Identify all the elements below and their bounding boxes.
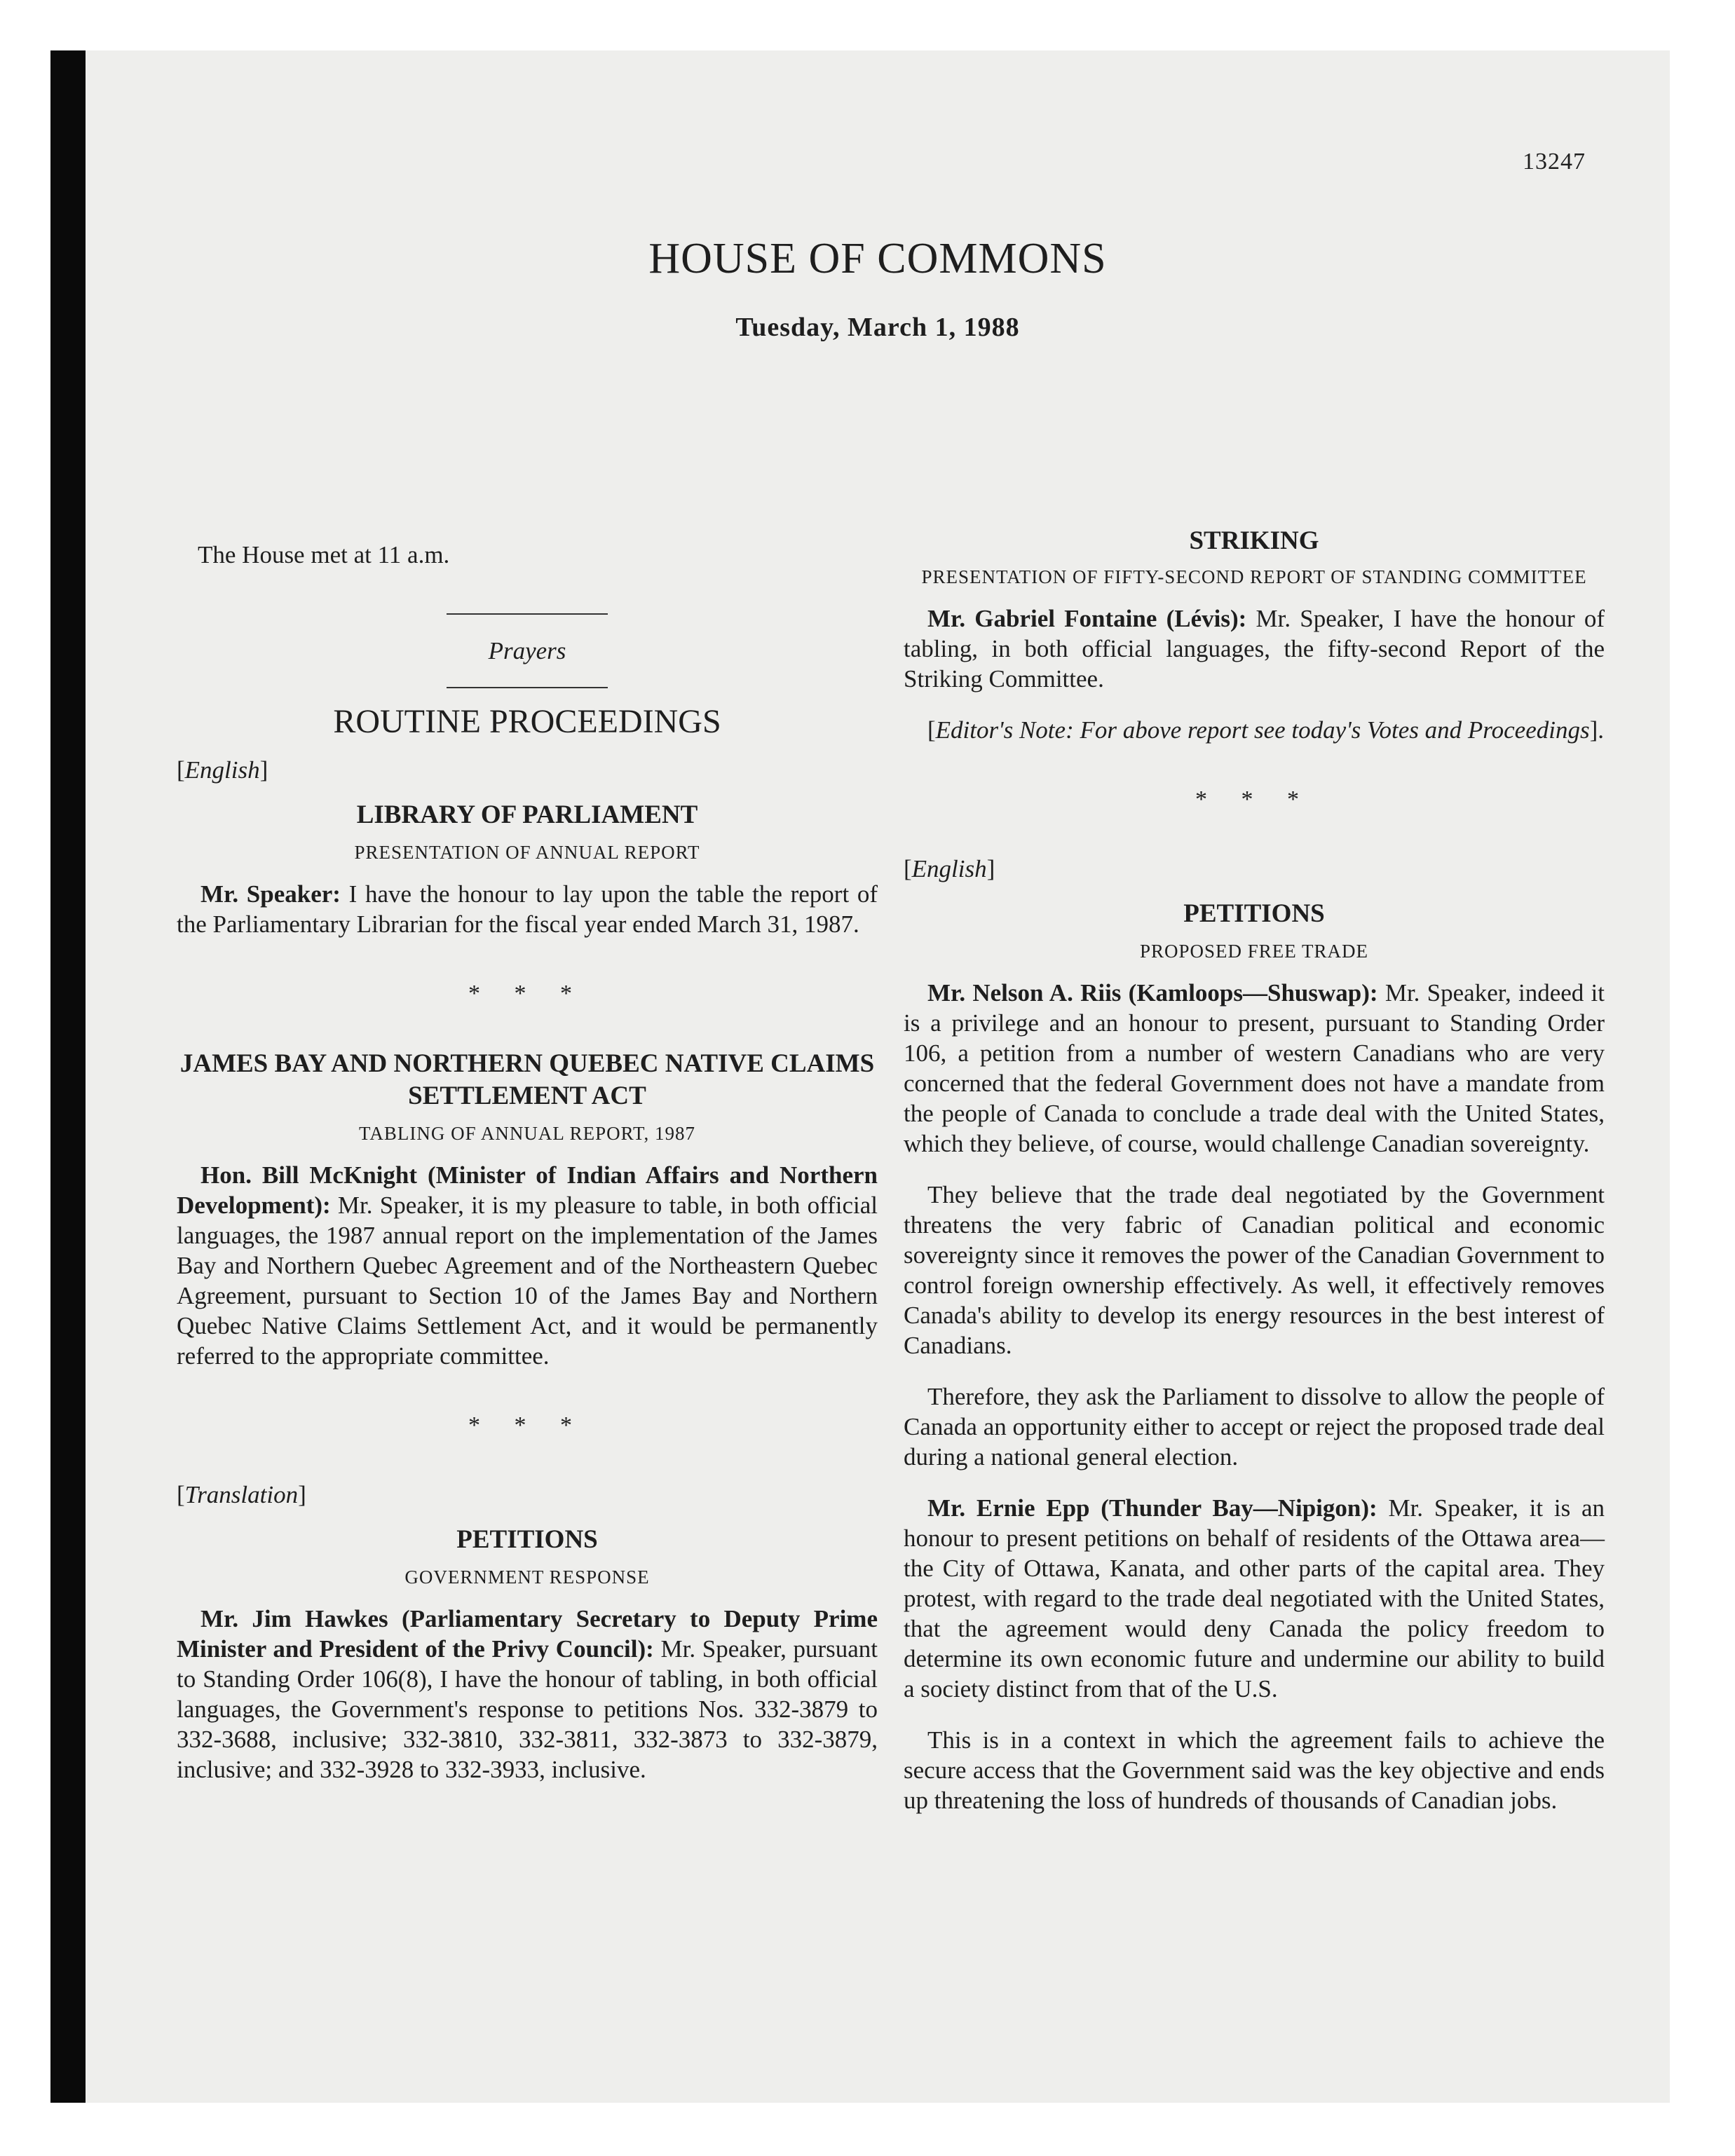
section-separator: * * * — [468, 1412, 586, 1438]
government-response-paragraph — [177, 1604, 878, 1785]
speaker-name: Mr. Ernie Epp (Thunder Bay—Nipigon): — [927, 1494, 1377, 1522]
language-marker-text: Translation — [184, 1481, 299, 1508]
editors-note-text: Editor's Note: For above report see today's Votes and Proceedings — [935, 716, 1590, 744]
petitions-heading: PETITIONS — [1183, 899, 1325, 928]
sitting-date: Tuesday, March 1, 1988 — [735, 313, 1020, 342]
divider-rule — [447, 613, 608, 615]
epp-paragraph — [904, 1493, 1605, 1704]
language-marker-text: English — [184, 756, 260, 784]
language-marker: [Translation] — [177, 1481, 306, 1508]
paragraph-text: I have the honour to lay upon the table the report of the Parliamentary Librarian for the fiscal year ended March 31, 1987. — [177, 880, 878, 938]
paragraph-text: Mr. Speaker, it is my pleasure to table, in both official languages, the 1987 annual report on the implementation of the James Bay and Northern Quebec Agreement and of the Northeastern Quebec Agreement, pursuant to Section 10 of the James Bay and Northern Quebec Native Claims Settlement Act, and it would be permanently referred to the appropriate committee. — [177, 1192, 878, 1370]
speaker-name: Mr. Jim Hawkes (Parliamentary Secretary to Deputy Prime Minister and President of the Privy Council): — [177, 1605, 878, 1663]
paragraph: This is in a context in which the agreement fails to achieve the secure access that the Government said was the key objective and ends up threatening the loss of hundreds of thousands of Canadian jobs. — [904, 1726, 1605, 1814]
james-bay-heading: JAMES BAY AND NORTHERN QUEBEC NATIVE CLAIMS SETTLEMENT ACT — [179, 1049, 875, 1110]
paragraph: They believe that the trade deal negotiated by the Government threatens the very fabric of Canadian political and economic sovereignty since it removes the power of the Canadian Government to control foreign ownership effectively. As well, it effectively removes Canada's ability to develop its energy resources in the best interest of Canadians. — [904, 1181, 1605, 1359]
james-bay-paragraph — [177, 1160, 878, 1371]
paragraph-text: Mr. Speaker, it is an honour to present petitions on behalf of residents of the Ottawa area—the City of Ottawa, Kanata, and other parts of the capital area. They protest, with regard to the trade deal negotiated with the United States, that the agreement would deny Canada the policy freedom to determine its own economic future and undermine our ability to build a society distinct from that of the U.S. — [904, 1494, 1605, 1703]
speaker-name: Mr. Gabriel Fontaine (Lévis): — [927, 605, 1247, 632]
prayers-label: Prayers — [488, 637, 566, 664]
petitions-heading: PETITIONS — [456, 1525, 598, 1554]
language-marker-text: English — [911, 855, 987, 882]
left-column — [177, 499, 878, 1806]
library-heading: LIBRARY OF PARLIAMENT — [356, 800, 698, 829]
speaker-name: Mr. Speaker: — [200, 880, 341, 908]
section-separator: * * * — [468, 981, 586, 1007]
petitions-subheading: PROPOSED FREE TRADE — [1139, 941, 1369, 962]
library-subheading: PRESENTATION OF ANNUAL REPORT — [354, 842, 700, 863]
language-marker: [English] — [904, 855, 995, 882]
paragraph: Therefore, they ask the Parliament to dissolve to allow the people of Canada an opportunity either to accept or reject the proposed trade deal during a national general election. — [904, 1383, 1605, 1471]
routine-proceedings-heading: ROUTINE PROCEEDINGS — [333, 703, 721, 740]
paragraph-text: Mr. Speaker, pursuant to Standing Order 106(8), I have the honour of tabling, in both official languages, the Government's response to petitions Nos. 332-3879 to 332-3688, inclusive; 332-3810, 332-3811, 332-3873 to 332-3879, inclusive; and 332-3928 to 332-3933, inclusive. — [177, 1635, 878, 1783]
page-number: 13247 — [1523, 149, 1586, 175]
paragraph-text: Mr. Speaker, I have the honour of tabling, in both official languages, the fifty-second Report of the Striking Committee. — [904, 605, 1605, 692]
striking-subheading: PRESENTATION OF FIFTY-SECOND REPORT OF STANDING COMMITTEE — [921, 566, 1587, 587]
page-title: HOUSE OF COMMONS — [648, 235, 1107, 282]
masthead — [86, 234, 1670, 343]
riis-paragraph — [904, 978, 1605, 1159]
petitions-subheading: GOVERNMENT RESPONSE — [404, 1567, 650, 1588]
hansard-page — [86, 50, 1670, 2103]
striking-paragraph — [904, 603, 1605, 694]
striking-heading: STRIKING — [1189, 526, 1319, 555]
speaker-name: Hon. Bill McKnight (Minister of Indian Affairs and Northern Development): — [177, 1161, 878, 1219]
binding-edge — [50, 50, 86, 2103]
meeting-time: The House met at 11 a.m. — [198, 541, 450, 568]
editors-note: [Editor's Note: For above report see today's Votes and Proceedings]. — [927, 716, 1604, 744]
language-marker: [English] — [177, 756, 268, 784]
right-column — [904, 499, 1605, 1836]
section-separator: * * * — [1195, 786, 1313, 812]
library-paragraph — [177, 879, 878, 939]
james-bay-subheading: TABLING OF ANNUAL REPORT, 1987 — [359, 1123, 695, 1144]
speaker-name: Mr. Nelson A. Riis (Kamloops—Shuswap): — [927, 979, 1378, 1007]
divider-rule — [447, 687, 608, 688]
paragraph-text: Mr. Speaker, indeed it is a privilege and an honour to present, pursuant to Standing Order 106, a petition from a number of western Canadians who are very concerned that the federal Government does not have a mandate from the people of Canada to conclude a trade deal with the United States, which they believe, of course, would challenge Canadian sovereignty. — [904, 979, 1605, 1157]
